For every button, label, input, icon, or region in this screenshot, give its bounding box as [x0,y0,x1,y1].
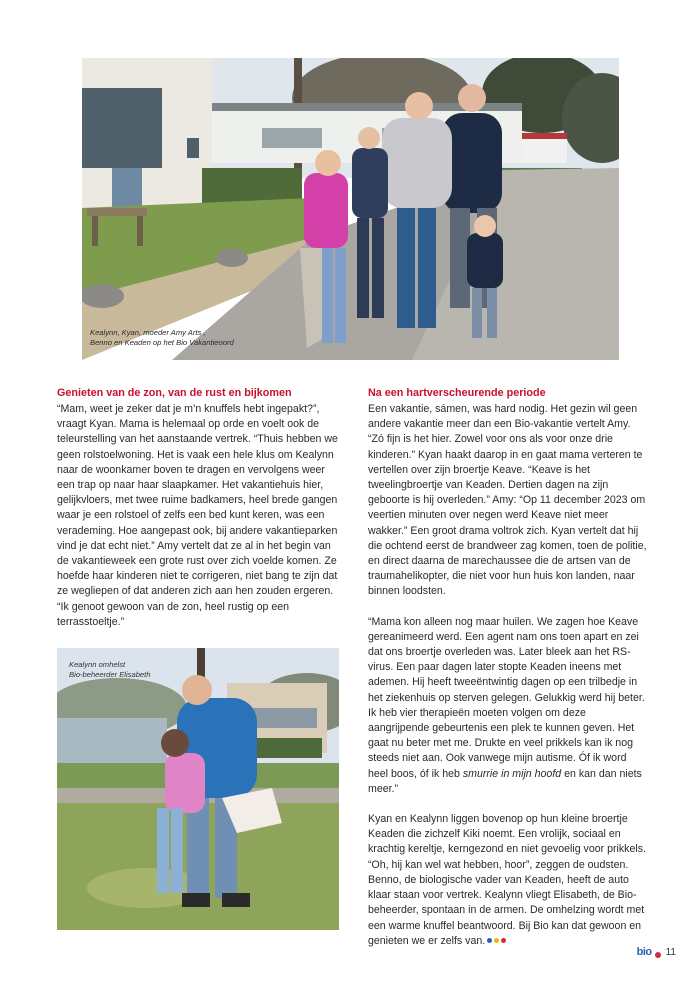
photo-family-walking [82,58,619,360]
page-number: 11 [665,946,676,958]
right-column [368,386,648,949]
photo-bottom-caption [69,660,150,680]
photo-top-caption [90,328,234,348]
photo-hug [57,648,339,930]
right-heading: Na een hartverscheurende periode [368,387,546,399]
paragraph-text: en kan dan niets meer.” [368,767,642,795]
left-column [57,386,339,630]
page-footer [637,946,676,958]
caption-line: Kealynn, Kyan, moeder Amy Arts , [90,328,206,337]
logo-dot-icon [655,952,661,958]
dot-yellow-icon [494,938,499,943]
dot-red-icon [501,938,506,943]
decorative-dots [485,935,506,947]
paragraph-italic-text: smurrie in mijn hoofd [462,767,562,780]
right-paragraph-2 [368,615,648,797]
caption-line: Bio-beheerder Elisabeth [69,670,151,679]
left-heading: Genieten van de zon, van de rust en bijkomen [57,387,292,399]
paragraph-text: Kyan en Kealynn liggen bovenop op hun kleine broertje Keaden die zichzelf Kiki noemt. Een vrolijk, sociaal en krachtig kereltje, kerngezond en niet gevoelig voor prikkels. “Oh, hij kan wel wat hebben, hoor”, zeggen de oudsten. Benno, de biologische vader van Keaden, heeft de auto klaar staan voor vertrek. Kealynn vliegt Elisabeth, de Bio-beheerder, spontaan in de armen. De omhelzing wordt met een warme knuffel beantwoord. Bij Bio kan dat gewoon en genieten we er zelfs van. [368,813,646,947]
bio-logo-text: bio [636,946,652,958]
caption-line: Benno en Keaden op het Bio Vakantieoord [90,338,234,347]
caption-line: Kealynn omhelst [69,660,126,669]
paragraph-text: “Mama kon alleen nog maar huilen. We zagen hoe Keave gereanimeerd werd. Een agent nam ons toen apart en zei dat ons broertje overleden was. Later bleek aan het RS-virus. Een paar dagen later stopte Keaden ineens met ademen. Hij heeft tweeëntwintig dagen op een trilbedje in het ziekenhuis op sterven gelegen. Gelukkig werd hij beter. Ik heb vier therapieën moeten volgen om deze aangrijpende gebeurtenis een plek te kunnen geven. Het gaat nu beter met me. Drukte en veel prikkels kan ik nog steeds niet aan. Ook vanwege mijn autisme. Óf ik word heel boos, óf ik heb [368,615,645,780]
dot-blue-icon [487,938,492,943]
left-paragraph: “Mam, weet je zeker dat je m’n knuffels hebt ingepakt?”, vraagt Kyan. Mama is helemaal op orde en voelt ook de teleurstelling van het aanstaande vertrek. “Thuis hebben we geen rolstoelwoning. Het is vaak een hele klus om Kealynn naar de woonkamer boven te dragen en vervolgens weer een trap op naar haar slaapkamer. Het vakantiehuis hier, gelijkvloers, met twee ruime badkamers, heel brede gangen waar je een rolstoel of zelfs een bed kunt keren, was een verademing. Hoe aangepast ook, bij andere vakantieparken vind je dat echt niet.” Amy vertelt dat ze al in het begin van de vakantieweek een grote rust over zich voelde komen. Ze hoefde haar kinderen niet te corrigeren, niet bang te zijn dat ze wegliepen of dat anderen zich aan hen zouden ergeren. “Ik genoot gewoon van de zon, heel rustig op een terrasstoeltje.” [57,403,338,628]
bio-logo [637,946,661,958]
right-paragraph-1: Een vakantie, sámen, was hard nodig. Het gezin wil geen andere vakantie meer dan een Bio-vakantie vertelt Amy. “Zó fijn is het hier. Zowel voor ons als voor onze drie kinderen.” Kyan haakt daarop in en gaat mama verteren te vertellen over zijn broertje Keave. “Keave is het tweelingbroertje van Keaden. Dertien dagen na zijn geboorte is hij overleden.” Amy: “Op 11 december 2023 om veertien minuten over negen werd Keave niet meer wakker.” Een groot drama voltrok zich. Kyan vertelt dat hij die ochtend eerst de brandweer zag komen, toen de politie, en direct daarna de marechaussee die de artsen van de traumahelikopter, die niet voor hun huis kon landen, naar binnen loodsten. [368,403,647,598]
right-paragraph-3 [368,812,648,949]
